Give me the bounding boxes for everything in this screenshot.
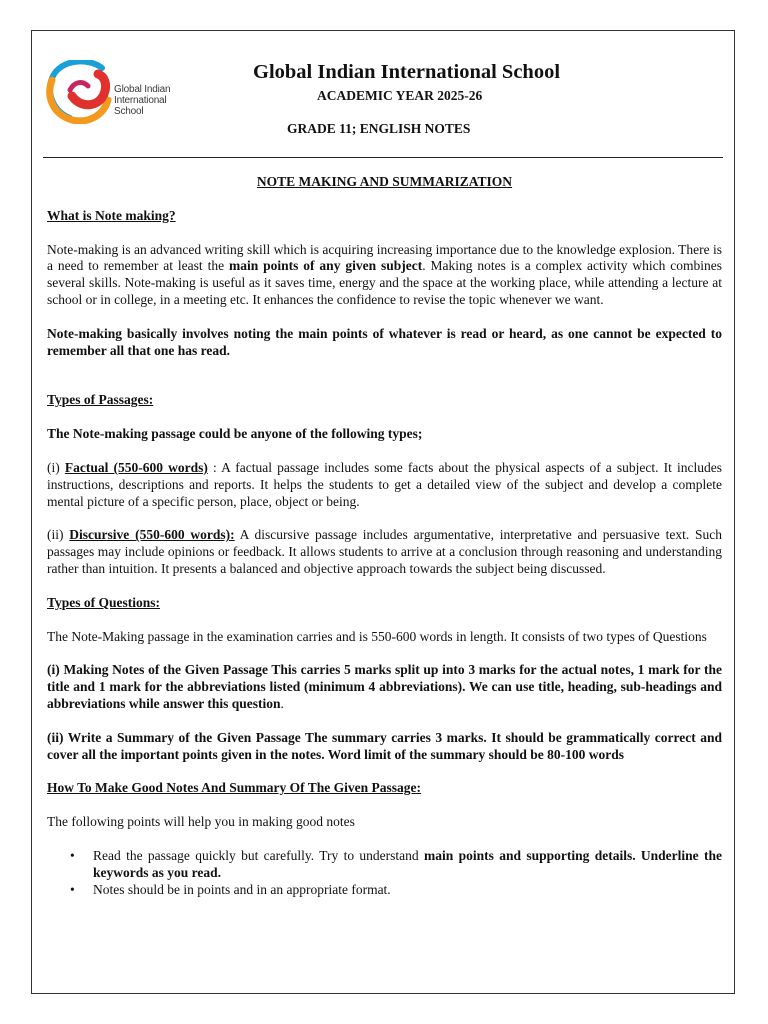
heading-types-of-passages: Types of Passages: — [47, 392, 154, 408]
text-run: . — [280, 695, 284, 711]
text-run: . Making notes is a complex activity which combines several skills. Note-making is useful as it saves time, energy and the space at the working place, while attending a lecture at school or in college, in a meeting etc. It enhances the confidence to revise the topic whenever we want. — [47, 258, 722, 307]
label-discursive: Discursive (550-600 words): — [69, 527, 235, 543]
list-item — [93, 848, 722, 882]
logo-text-line-2: International — [114, 95, 167, 106]
header-divider — [43, 157, 723, 158]
paragraph-note-making-summary: Note-making basically involves noting the main points of whatever is read or heard, as one cannot be expected to remember all that one has read. — [47, 325, 722, 358]
paragraph-factual — [47, 460, 722, 510]
paragraph-note-making-intro — [47, 242, 722, 309]
logo-icon — [46, 60, 112, 124]
text-run: Note-making is an advanced writing skill which is acquiring increasing importance due to the knowledge explosion. There is a need to remember at least the — [47, 241, 722, 274]
document-body — [47, 174, 722, 898]
school-logo — [46, 60, 181, 124]
logo-text-line-1: Global Indian — [114, 84, 171, 95]
paragraph-passage-intro: The Note-making passage could be anyone of the following types; — [47, 426, 423, 442]
bold-run: main points of any given subject — [228, 258, 423, 274]
list-item: • Notes should be in points and in an appropriate format. — [93, 882, 722, 899]
tips-list — [47, 848, 722, 898]
document-title: NOTE MAKING AND SUMMARIZATION — [256, 174, 513, 189]
academic-year: ACADEMIC YEAR 2025-26 — [317, 88, 483, 103]
heading-how-to-make-notes: How To Make Good Notes And Summary Of The Given Passage: — [47, 780, 422, 796]
heading-what-is-note-making: What is Note making? — [47, 207, 176, 223]
school-name: Global Indian International School — [253, 61, 561, 83]
text-run: (ii) — [47, 527, 70, 543]
paragraph-question-2: (ii) Write a Summary of the Given Passage The summary carries 3 marks. It should be grammatically correct and cover all the important points given in the notes. Word limit of the summary should be 80-100 words — [47, 729, 722, 762]
heading-types-of-questions: Types of Questions: — [47, 594, 161, 610]
text-run: (i) — [47, 459, 65, 475]
grade-line: GRADE 11; ENGLISH NOTES — [287, 121, 471, 136]
bold-run: main points and supporting details. Underline the keywords as you read. — [93, 847, 722, 880]
paragraph-discursive — [47, 527, 722, 577]
paragraph-question-1 — [47, 662, 722, 712]
paragraph-questions-intro: The Note-Making passage in the examination carries and is 550-600 words in length. It consists of two types of Questions — [47, 628, 707, 644]
text-run: : A factual passage includes some facts about the physical aspects of a subject. It includes instructions, descriptions and reports. It helps the students to get a detailed view of the subject and develop a complete mental picture of a specific person, place, object or being. — [47, 459, 723, 509]
text-run: Read the passage quickly but carefully. Try to understand — [93, 847, 425, 863]
label-factual: Factual (550-600 words) — [64, 459, 208, 475]
paragraph-points-intro: The following points will help you in making good notes — [47, 814, 355, 830]
bold-run: (i) Making Notes of the Given Passage This carries 5 marks split up into 3 marks for the actual notes, 1 mark for the title and 1 mark for the abbreviations listed (minimum 4 abbreviations). We can use title, heading, sub-headings and abbreviations while answer this question — [47, 662, 722, 711]
logo-text-line-3: School — [114, 106, 144, 117]
text-run: A discursive passage includes argumentative, interpretative and persuasive text. Such passages may include opinions or feedback. It allows students to arrive at a conclusion through reasoning and understanding rather than intuition. It presents a balanced and objective approach towards the subject being discussed. — [47, 527, 722, 576]
